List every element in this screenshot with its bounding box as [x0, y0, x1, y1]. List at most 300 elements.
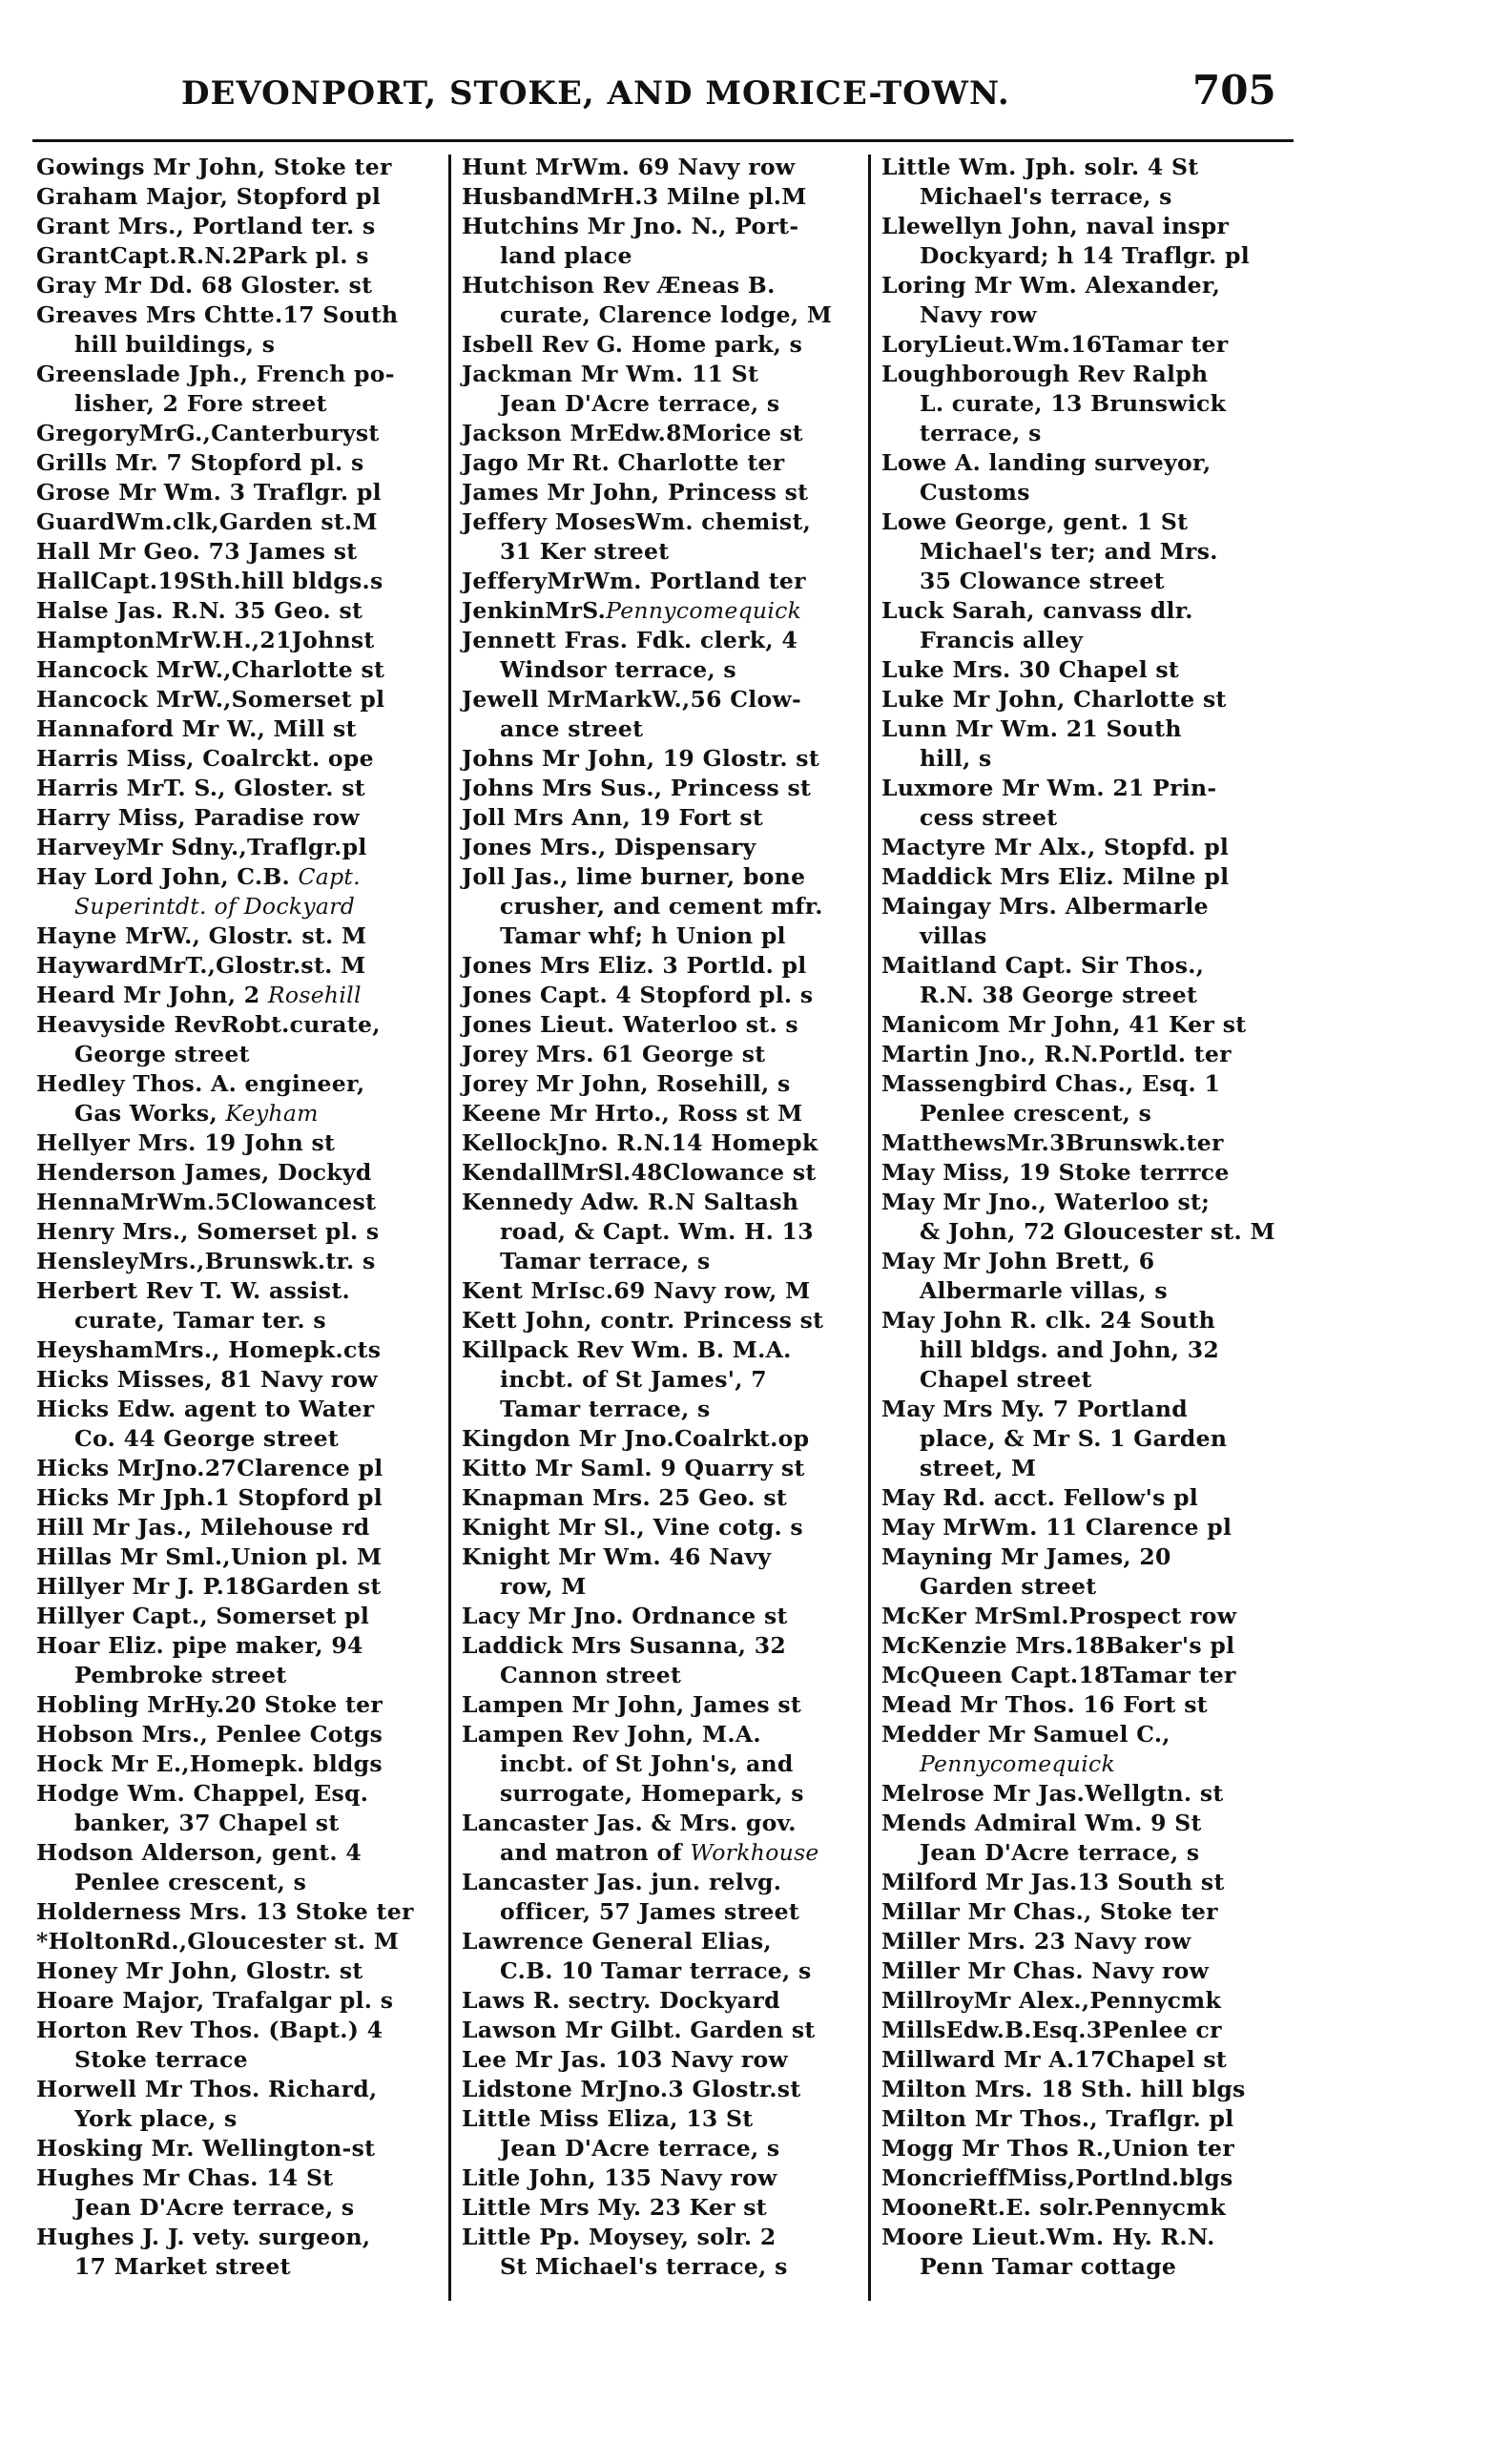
- directory-entry: [881, 1247, 1292, 1306]
- entry-line: [36, 981, 446, 1010]
- directory-entry: [462, 1927, 872, 1986]
- entry-line: Joll Mrs Ann, 19 Fort st: [462, 804, 764, 831]
- directory-column-1: [36, 153, 446, 2282]
- directory-entry: [462, 1188, 872, 1276]
- directory-entry: [36, 803, 446, 833]
- directory-entry: [881, 1010, 1292, 1040]
- entry-line: Luke Mrs. 30 Chapel st: [881, 656, 1180, 683]
- entry-line: GrantCapt.R.N.2Park pl. s: [36, 242, 369, 269]
- entry-line: MoncrieffMiss,Portlnd.blgs: [881, 2164, 1233, 2191]
- directory-entry: [462, 360, 872, 419]
- entry-italic-text: Pennycomequick: [920, 1750, 1116, 1777]
- entry-line: Hodson Alderson, gent. 4: [36, 1839, 362, 1866]
- directory-entry: [881, 1956, 1292, 1986]
- entry-line: Kett John, contr. Princess st: [462, 1307, 824, 1334]
- entry-line: Holderness Mrs. 13 Stoke ter: [36, 1898, 414, 1925]
- directory-entry: [881, 596, 1292, 655]
- directory-entry: [881, 1631, 1292, 1661]
- entry-line: Hicks Misses, 81 Navy row: [36, 1366, 378, 1393]
- entry-line: Milton Mrs. 18 Sth. hill blgs: [881, 2076, 1246, 2102]
- entry-line: GregoryMrG.,Canterburyst: [36, 420, 380, 446]
- directory-entry: [881, 1040, 1292, 1069]
- entry-line: May Rd. acct. Fellow's pl: [881, 1484, 1199, 1511]
- entry-line: Hancock MrW.,Charlotte st: [36, 656, 385, 683]
- entry-line: Martin Jno., R.N.Portld. ter: [881, 1041, 1232, 1067]
- column-divider: [448, 155, 451, 2301]
- entry-continuation-line: Navy row: [920, 301, 1037, 328]
- directory-entry: [881, 2163, 1292, 2193]
- entry-line: LoryLieut.Wm.16Tamar ter: [881, 331, 1229, 358]
- entry-continuation-line: Penlee crescent, s: [920, 1100, 1152, 1127]
- directory-entry: [462, 1631, 872, 1690]
- entry-line: Isbell Rev G. Home park, s: [462, 331, 803, 358]
- directory-entry: [881, 951, 1292, 1010]
- entry-continuation-line: road, & Capt. Wm. H. 13: [500, 1218, 814, 1245]
- entry-continuation-line: incbt. of St John's, and: [500, 1750, 794, 1777]
- entry-continuation-line: Jean D'Acre terrace, s: [500, 390, 780, 417]
- entry-line: Knapman Mrs. 25 Geo. st: [462, 1484, 788, 1511]
- entry-italic-text: Workhouse: [690, 1839, 819, 1866]
- entry-line: Hobling MrHy.20 Stoke ter: [36, 1691, 383, 1718]
- entry-continuation-line: [36, 1099, 446, 1128]
- entry-line: Kennedy Adw. R.N Saltash: [462, 1189, 799, 1215]
- directory-entry: [36, 1069, 446, 1128]
- entry-text: Hay Lord John, C.B.: [36, 863, 299, 890]
- directory-entry: [462, 2104, 872, 2163]
- directory-entry: [881, 1483, 1292, 1513]
- entry-line: Hock Mr E.,Homepk. bldgs: [36, 1750, 383, 1777]
- entry-continuation-line: hill bldgs. and John, 32: [920, 1336, 1220, 1363]
- entry-line: Hughes Mr Chas. 14 St: [36, 2164, 334, 2191]
- page-number: 705: [1192, 67, 1276, 114]
- entry-continuation-line: hill, s: [920, 745, 992, 772]
- directory-entry: [881, 892, 1292, 951]
- directory-entry: [881, 1661, 1292, 1690]
- entry-line: Henry Mrs., Somerset pl. s: [36, 1218, 380, 1245]
- entry-line: Jennett Fras. Fdk. clerk, 4: [462, 627, 797, 653]
- directory-entry: [36, 153, 446, 182]
- directory-entry: [36, 1690, 446, 1720]
- directory-entry: [462, 2223, 872, 2282]
- directory-entry: [36, 419, 446, 448]
- entry-continuation-line: Michael's terrace, s: [920, 183, 1172, 210]
- entry-continuation-line: St Michael's terrace, s: [500, 2253, 788, 2280]
- entry-line: Hughes J. J. vety. surgeon,: [36, 2224, 371, 2250]
- directory-entry: [881, 507, 1292, 596]
- directory-entry: [881, 2016, 1292, 2045]
- directory-entry: [462, 1454, 872, 1483]
- directory-entry: [462, 567, 872, 596]
- entry-line: HensleyMrs.,Brunswk.tr. s: [36, 1248, 376, 1274]
- entry-continuation-line: R.N. 38 George street: [920, 982, 1198, 1008]
- entry-line: Greaves Mrs Chtte.17 South: [36, 301, 399, 328]
- entry-continuation-line: officer, 57 James street: [500, 1898, 799, 1925]
- entry-line: Milton Mr Thos., Traflgr. pl: [881, 2105, 1234, 2132]
- entry-continuation-line: Tamar whf; h Union pl: [500, 922, 786, 949]
- directory-entry: [881, 2104, 1292, 2134]
- entry-line: James Mr John, Princess st: [462, 479, 809, 506]
- directory-entry: [881, 1306, 1292, 1395]
- entry-line: Killpack Rev Wm. B. M.A.: [462, 1336, 792, 1363]
- entry-continuation-line: Francis alley: [920, 627, 1084, 653]
- directory-entry: [36, 1513, 446, 1542]
- entry-line: Heavyside RevRobt.curate,: [36, 1011, 381, 1038]
- entry-line: Lawrence General Elias,: [462, 1928, 772, 1955]
- entry-italic-text: Rosehill: [267, 982, 362, 1008]
- entry-line: Hunt MrWm. 69 Navy row: [462, 154, 796, 180]
- entry-italic-text: Capt.: [298, 863, 361, 890]
- directory-entry: [462, 1602, 872, 1631]
- entry-continuation-line: Jean D'Acre terrace, s: [500, 2135, 780, 2162]
- directory-entry: [462, 2016, 872, 2045]
- entry-line: Jeffery MosesWm. chemist,: [462, 508, 812, 535]
- entry-continuation-line: incbt. of St James', 7: [500, 1366, 767, 1393]
- entry-line: HamptonMrW.H.,21Johnst: [36, 627, 375, 653]
- entry-line: KendallMrSl.48Clowance st: [462, 1159, 817, 1186]
- entry-line: Lowe George, gent. 1 St: [881, 508, 1189, 535]
- entry-continuation-line: Customs: [920, 479, 1030, 506]
- directory-entry: [36, 1247, 446, 1276]
- directory-entry: [462, 330, 872, 360]
- entry-line: HallCapt.19Sth.hill bldgs.s: [36, 568, 383, 594]
- directory-entry: [36, 1158, 446, 1188]
- directory-entry: [462, 981, 872, 1010]
- entry-line: Lidstone MrJno.3 Glostr.st: [462, 2076, 801, 2102]
- entry-line: Milford Mr Jas.13 South st: [881, 1869, 1225, 1895]
- header-rule: [32, 139, 1294, 142]
- directory-entry: [36, 2163, 446, 2223]
- entry-line: MillsEdw.B.Esq.3Penlee cr: [881, 2017, 1222, 2043]
- entry-line: Millward Mr A.17Chapel st: [881, 2046, 1228, 2073]
- entry-line: Jewell MrMarkW.,56 Clow-: [462, 686, 802, 713]
- directory-entry: [36, 1542, 446, 1572]
- entry-line: May Mr John Brett, 6: [881, 1248, 1155, 1274]
- directory-entry: [462, 833, 872, 862]
- entry-line: Johns Mr John, 19 Glostr. st: [462, 745, 819, 772]
- entry-continuation-line: C.B. 10 Tamar terrace, s: [500, 1957, 812, 1984]
- entry-line: MatthewsMr.3Brunswk.ter: [881, 1129, 1224, 1156]
- entry-continuation-line: 31 Ker street: [500, 538, 670, 565]
- directory-entry: [462, 1542, 872, 1602]
- entry-continuation-line: ance street: [500, 715, 644, 742]
- entry-continuation-line: row, M: [500, 1573, 587, 1600]
- entry-line: Lampen Mr John, James st: [462, 1691, 802, 1718]
- entry-line: *HoltonRd.,Gloucester st. M: [36, 1928, 400, 1955]
- entry-line: Hannaford Mr W., Mill st: [36, 715, 357, 742]
- entry-line: Horton Rev Thos. (Bapt.) 4: [36, 2017, 383, 2043]
- entry-continuation-line: land place: [500, 242, 632, 269]
- directory-entry: [462, 1986, 872, 2016]
- directory-entry: [36, 1128, 446, 1158]
- directory-entry: [881, 1128, 1292, 1158]
- entry-line: Melrose Mr Jas.Wellgtn. st: [881, 1780, 1224, 1807]
- entry-line: [36, 862, 446, 892]
- entry-line: May Mr Jno., Waterloo st;: [881, 1189, 1211, 1215]
- entry-line: Miller Mr Chas. Navy row: [881, 1957, 1210, 1984]
- directory-entry: [36, 2223, 446, 2282]
- entry-continuation-line: [462, 1838, 872, 1868]
- entry-continuation-line: curate, Clarence lodge, M: [500, 301, 833, 328]
- entry-line: Kingdon Mr Jno.Coalrkt.op: [462, 1425, 810, 1452]
- entry-text: and matron of: [500, 1839, 691, 1866]
- entry-line: Laws R. sectry. Dockyard: [462, 1987, 780, 2014]
- entry-continuation-line: Pembroke street: [74, 1662, 287, 1688]
- directory-entry: [36, 1483, 446, 1513]
- directory-entry: [881, 1927, 1292, 1956]
- directory-entry: [36, 212, 446, 241]
- directory-entry: [36, 596, 446, 626]
- entry-line: JefferyMrWm. Portland ter: [462, 568, 806, 594]
- entry-line: HarveyMr Sdny.,Traflgr.pl: [36, 834, 367, 860]
- entry-continuation-line: terrace, s: [920, 420, 1042, 446]
- directory-entry: [462, 1158, 872, 1188]
- entry-line: Horwell Mr Thos. Richard,: [36, 2076, 378, 2102]
- entry-continuation-line: Penn Tamar cottage: [920, 2253, 1177, 2280]
- entry-continuation-line: 35 Clowance street: [920, 568, 1165, 594]
- entry-line: Hicks Edw. agent to Water: [36, 1396, 375, 1422]
- directory-entry: [881, 1779, 1292, 1809]
- entry-continuation-line: cess street: [920, 804, 1058, 831]
- directory-entry: [36, 744, 446, 774]
- entry-line: Millar Mr Chas., Stoke ter: [881, 1898, 1218, 1925]
- entry-continuation-line: & John, 72 Gloucester st. M: [920, 1218, 1275, 1245]
- directory-entry: [881, 330, 1292, 360]
- directory-entry: [881, 2075, 1292, 2104]
- directory-entry: [462, 1690, 872, 1720]
- directory-entry: [36, 478, 446, 507]
- directory-entry: [462, 1069, 872, 1099]
- directory-entry: [881, 1986, 1292, 2016]
- entry-line: Grills Mr. 7 Stopford pl. s: [36, 449, 364, 476]
- entry-line: Little Mrs My. 23 Ker st: [462, 2194, 767, 2221]
- directory-entry: [462, 744, 872, 774]
- entry-line: Jackman Mr Wm. 11 St: [462, 361, 759, 387]
- directory-entry: [462, 1335, 872, 1424]
- entry-continuation-line: Penlee crescent, s: [74, 1869, 307, 1895]
- entry-line: Hosking Mr. Wellington-st: [36, 2135, 376, 2162]
- directory-entry: [36, 2134, 446, 2163]
- entry-line: Hoar Eliz. pipe maker, 94: [36, 1632, 363, 1659]
- entry-line: Llewellyn John, naval inspr: [881, 213, 1230, 239]
- entry-line: Mead Mr Thos. 16 Fort st: [881, 1691, 1208, 1718]
- directory-entry: [36, 714, 446, 744]
- entry-line: Lacy Mr Jno. Ordnance st: [462, 1603, 788, 1629]
- entry-line: Little Wm. Jph. solr. 4 St: [881, 154, 1199, 180]
- entry-line: Gowings Mr John, Stoke ter: [36, 154, 392, 180]
- directory-entry: [36, 1838, 446, 1897]
- directory-entry: [36, 448, 446, 478]
- directory-entry: [462, 271, 872, 330]
- directory-entry: [881, 833, 1292, 862]
- directory-entry: [36, 1602, 446, 1631]
- entry-line: MillroyMr Alex.,Pennycmk: [881, 1987, 1222, 2014]
- entry-line: Miller Mrs. 23 Navy row: [881, 1928, 1191, 1955]
- entry-continuation-line: Tamar terrace, s: [500, 1396, 711, 1422]
- directory-entry: [36, 271, 446, 300]
- directory-entry: [462, 1040, 872, 1069]
- entry-line: Jones Lieut. Waterloo st. s: [462, 1011, 798, 1038]
- entry-continuation-line: Cannon street: [500, 1662, 682, 1688]
- directory-entry: [36, 951, 446, 981]
- entry-italic-text: Keyham: [225, 1100, 319, 1127]
- entry-line: Jago Mr Rt. Charlotte ter: [462, 449, 785, 476]
- directory-entry: [462, 182, 872, 212]
- directory-entry: [881, 655, 1292, 685]
- entry-line: Honey Mr John, Glostr. st: [36, 1957, 363, 1984]
- entry-line: Litle John, 135 Navy row: [462, 2164, 777, 2191]
- entry-line: Maitland Capt. Sir Thos.,: [881, 952, 1205, 979]
- entry-line: HeyshamMrs., Homepk.cts: [36, 1336, 382, 1363]
- directory-entry: [462, 2045, 872, 2075]
- directory-entry: [881, 774, 1292, 833]
- entry-line: [462, 596, 872, 626]
- directory-entry: [36, 300, 446, 360]
- entry-line: May John R. clk. 24 South: [881, 1307, 1216, 1334]
- directory-entry: [462, 1720, 872, 1809]
- directory-entry: [881, 1868, 1292, 1897]
- entry-line: Hall Mr Geo. 73 James st: [36, 538, 358, 565]
- directory-entry: [881, 685, 1292, 714]
- directory-entry: [881, 1069, 1292, 1128]
- entry-continuation-line: George street: [74, 1041, 250, 1067]
- entry-line: Hodge Wm. Chappel, Esq.: [36, 1780, 369, 1807]
- directory-entry: [881, 2045, 1292, 2075]
- entry-line: Jones Mrs., Dispensary: [462, 834, 756, 860]
- entry-line: Harris Miss, Coalrckt. ope: [36, 745, 374, 772]
- entry-line: Keene Mr Hrto., Ross st M: [462, 1100, 803, 1127]
- directory-entry: [462, 1306, 872, 1335]
- entry-line: Jackson MrEdw.8Morice st: [462, 420, 803, 446]
- directory-entry: [36, 1010, 446, 1069]
- directory-entry: [36, 1217, 446, 1247]
- directory-entry: [462, 2193, 872, 2223]
- directory-entry: [462, 626, 872, 685]
- directory-entry: [881, 271, 1292, 330]
- entry-line: Little Miss Eliza, 13 St: [462, 2105, 754, 2132]
- entry-line: Mactyre Mr Alx., Stopfd. pl: [881, 834, 1230, 860]
- entry-line: Maingay Mrs. Albermarle: [881, 893, 1209, 920]
- directory-entry: [881, 1720, 1292, 1779]
- entry-line: HennaMrWm.5Clowancest: [36, 1189, 377, 1215]
- entry-continuation-line: Windsor terrace, s: [500, 656, 736, 683]
- directory-entry: [881, 1542, 1292, 1602]
- directory-entry: [462, 685, 872, 744]
- directory-entry: [462, 1099, 872, 1128]
- entry-continuation-line: Garden street: [920, 1573, 1097, 1600]
- entry-line: Jones Capt. 4 Stopford pl. s: [462, 982, 814, 1008]
- directory-entry: [462, 951, 872, 981]
- directory-entry: [881, 153, 1292, 212]
- entry-continuation-line: Stoke terrace: [74, 2046, 248, 2073]
- entry-line: May Mrs My. 7 Portland: [881, 1396, 1188, 1422]
- directory-entry: [881, 714, 1292, 774]
- entry-line: Lancaster Jas. & Mrs. gov.: [462, 1810, 797, 1836]
- directory-entry: [462, 1513, 872, 1542]
- directory-entry: [881, 1897, 1292, 1927]
- entry-line: Hobson Mrs., Penlee Cotgs: [36, 1721, 383, 1748]
- entry-continuation-line: Tamar terrace, s: [500, 1248, 711, 1274]
- entry-line: Hill Mr Jas., Milehouse rd: [36, 1514, 370, 1541]
- entry-line: Luke Mr John, Charlotte st: [881, 686, 1227, 713]
- entry-continuation-line: crusher, and cement mfr.: [500, 893, 823, 920]
- directory-entry: [462, 1868, 872, 1927]
- entry-line: May Miss, 19 Stoke terrrce: [881, 1159, 1230, 1186]
- directory-entry: [462, 1276, 872, 1306]
- entry-line: Lee Mr Jas. 103 Navy row: [462, 2046, 789, 2073]
- directory-entry: [462, 419, 872, 448]
- directory-entry: [462, 448, 872, 478]
- directory-column-3: [881, 153, 1292, 2282]
- entry-line: Little Pp. Moysey, solr. 2: [462, 2224, 777, 2250]
- entry-line: GuardWm.clk,Garden st.M: [36, 508, 378, 535]
- entry-line: Knight Mr Sl., Vine cotg. s: [462, 1514, 803, 1541]
- entry-line: KellockJno. R.N.14 Homepk: [462, 1129, 818, 1156]
- entry-line: Lampen Rev John, M.A.: [462, 1721, 761, 1748]
- entry-continuation-line: lisher, 2 Fore street: [74, 390, 327, 417]
- running-header-title: DEVONPORT, STOKE, AND MORICE-TOWN.: [181, 74, 1010, 113]
- entry-line: Joll Jas., lime burner, bone: [462, 863, 806, 890]
- entry-line: Jorey Mrs. 61 George st: [462, 1041, 766, 1067]
- entry-line: Mends Admiral Wm. 9 St: [881, 1810, 1202, 1836]
- entry-line: Gray Mr Dd. 68 Gloster. st: [36, 272, 373, 299]
- directory-entry: [36, 862, 446, 921]
- entry-line: HusbandMrH.3 Milne pl.M: [462, 183, 807, 210]
- directory-entry: [462, 1483, 872, 1513]
- directory-entry: [462, 803, 872, 833]
- entry-line: May MrWm. 11 Clarence pl: [881, 1514, 1232, 1541]
- directory-entry: [881, 1158, 1292, 1188]
- directory-entry: [36, 507, 446, 537]
- entry-line: Greenslade Jph., French po-: [36, 361, 395, 387]
- entry-line: Hutchison Rev Æneas B.: [462, 272, 776, 299]
- entry-text: JenkinMrS.: [462, 597, 607, 624]
- entry-line: Jorey Mr John, Rosehill, s: [462, 1070, 791, 1097]
- directory-entry: [881, 1513, 1292, 1542]
- entry-line: Johns Mrs Sus., Princess st: [462, 775, 812, 801]
- directory-entry: [462, 507, 872, 567]
- directory-entry: [36, 1897, 446, 1927]
- directory-entry: [36, 2075, 446, 2134]
- entry-line: Hoare Major, Trafalgar pl. s: [36, 1987, 394, 2014]
- directory-entry: [462, 862, 872, 951]
- entry-line: Hillas Mr Sml.,Union pl. M: [36, 1543, 383, 1570]
- entry-line: Jones Mrs Eliz. 3 Portld. pl: [462, 952, 807, 979]
- column-divider: [868, 155, 871, 2301]
- directory-entry: [881, 448, 1292, 507]
- entry-text: Gas Works,: [74, 1100, 226, 1127]
- entry-line: Hayne MrW., Glostr. st. M: [36, 922, 367, 949]
- entry-line: Maddick Mrs Eliz. Milne pl: [881, 863, 1230, 890]
- directory-entry: [881, 862, 1292, 892]
- directory-entry: [462, 1424, 872, 1454]
- directory-entry: [36, 655, 446, 685]
- directory-entry: [36, 241, 446, 271]
- entry-line: MooneRt.E. solr.Pennycmk: [881, 2194, 1226, 2221]
- directory-entry: [36, 1749, 446, 1779]
- entry-continuation-line: [881, 1749, 1292, 1779]
- directory-entry: [462, 153, 872, 182]
- directory-entry: [881, 1602, 1292, 1631]
- directory-entry: [462, 2075, 872, 2104]
- directory-entry: [881, 2223, 1292, 2282]
- directory-entry: [881, 1188, 1292, 1247]
- directory-column-2: [462, 153, 872, 2282]
- entry-line: Graham Major, Stopford pl: [36, 183, 382, 210]
- directory-entry: [462, 1809, 872, 1868]
- entry-line: Mayning Mr James, 20: [881, 1543, 1171, 1570]
- directory-entry: [36, 1572, 446, 1602]
- entry-continuation-line: Co. 44 George street: [74, 1425, 340, 1452]
